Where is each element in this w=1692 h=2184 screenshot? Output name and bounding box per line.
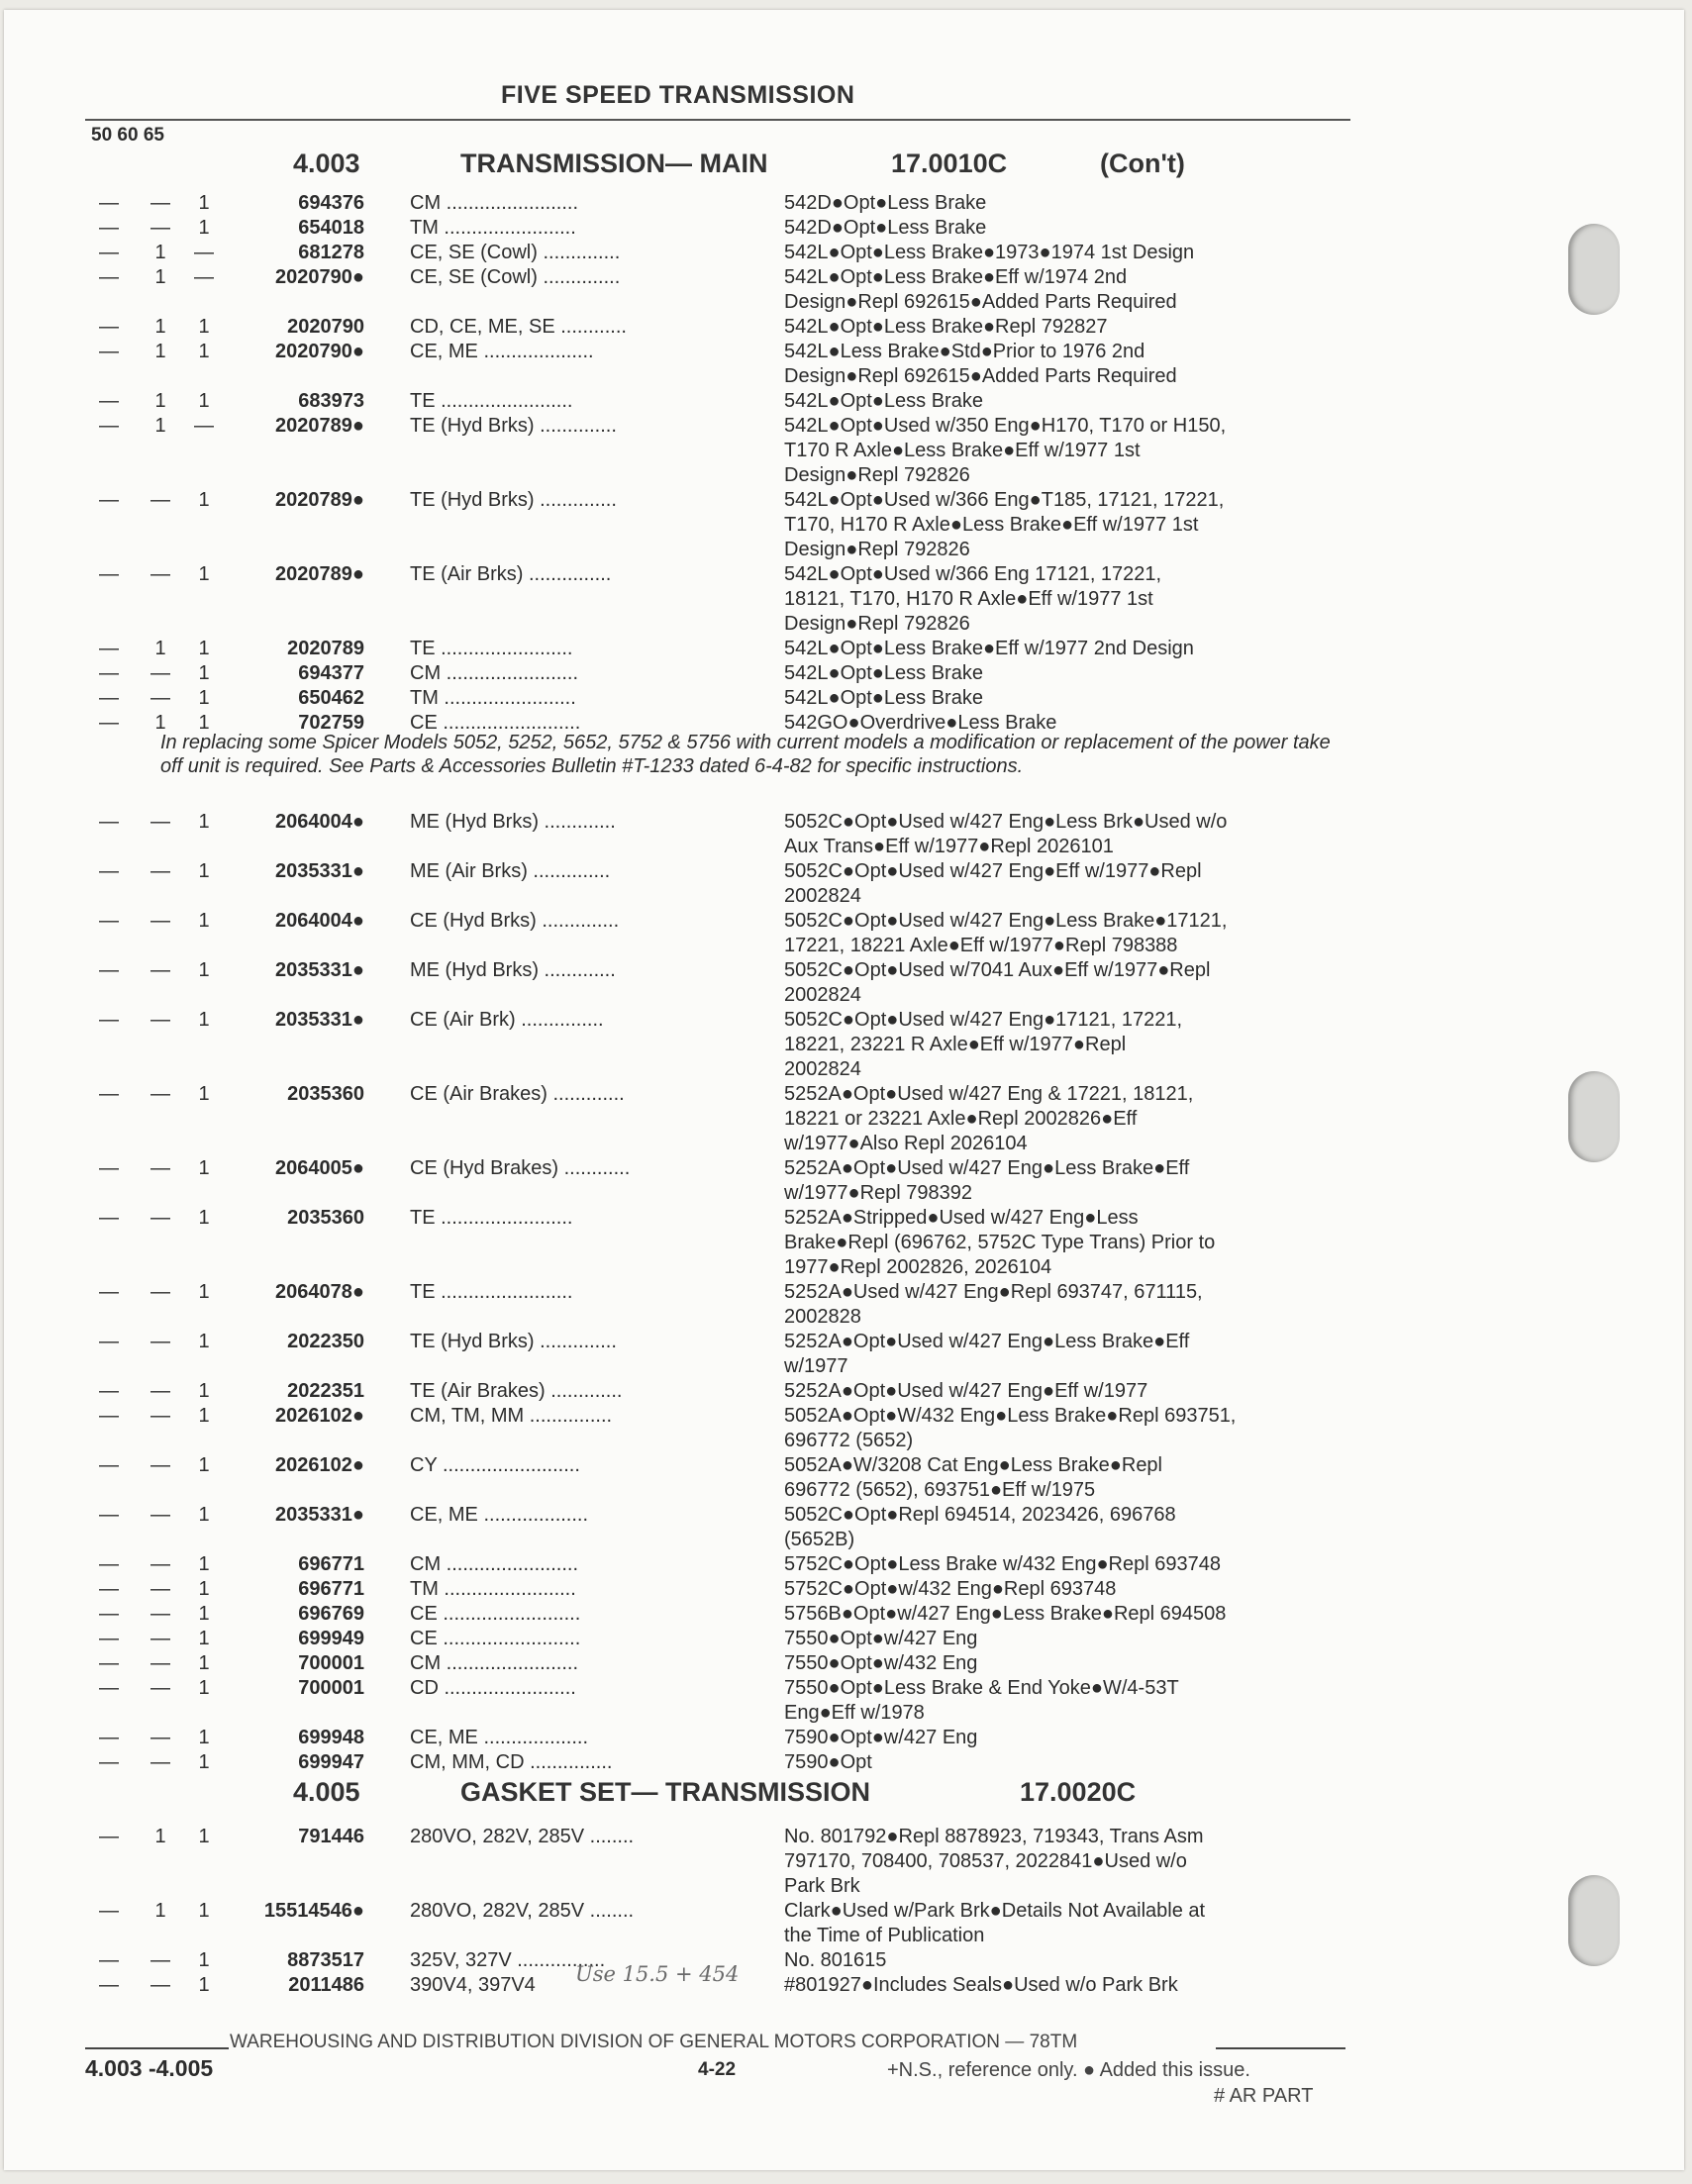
description: 542L●Opt●Less Brake●1973●1974 1st Design — [784, 242, 1195, 263]
year-60-col: — — [150, 1974, 170, 1996]
description: 5052A●Opt●W/432 Eng●Less Brake●Repl 693751, 696772 (5652) — [784, 1405, 1237, 1451]
year-60-col: — — [150, 1207, 170, 1229]
description: 542D●Opt●Less Brake — [784, 192, 987, 214]
section-code: 4.005 — [293, 1777, 360, 1807]
year-60-col: — — [150, 910, 170, 932]
footer-legend: +N.S., reference only. ● Added this issue. — [887, 2059, 1250, 2081]
description: 542L●Opt●Less Brake — [784, 390, 983, 412]
part-number: 2020789● — [275, 415, 364, 437]
description: 5252A●Opt●Used w/427 Eng & 17221, 18121, 18221 or 23221 Axle●Repl 2002826●Eff w/1977●Also Repl 2026104 — [784, 1083, 1194, 1154]
part-number: 694376 — [298, 192, 364, 214]
year-65-col: — — [194, 242, 214, 263]
year-65-col: 1 — [198, 1331, 210, 1352]
year-50-col: — — [99, 1454, 119, 1476]
part-number: 2035331● — [275, 1009, 364, 1031]
year-65-col: 1 — [198, 1281, 210, 1303]
year-60-col: — — [150, 1727, 170, 1748]
model-column: CE (Hyd Brks) .............. — [410, 910, 620, 932]
year-50-col: — — [99, 1751, 119, 1773]
year-50-col: — — [99, 1331, 119, 1352]
year-60-col: — — [150, 1603, 170, 1625]
model-column: CE ......................... — [410, 1603, 581, 1625]
year-50-col: — — [99, 662, 119, 684]
model-column: ME (Air Brks) .............. — [410, 860, 611, 882]
description: #801927●Includes Seals●Used w/o Park Brk — [784, 1974, 1178, 1996]
part-number: 696771 — [298, 1553, 364, 1575]
year-60-col: — — [150, 192, 170, 214]
model-column: CD ........................ — [410, 1677, 576, 1699]
year-60-col: — — [150, 1380, 170, 1402]
year-65-col: — — [194, 266, 214, 288]
model-column: TE (Air Brks) ............... — [410, 563, 612, 585]
year-50-col: — — [99, 910, 119, 932]
year-60-col: — — [150, 662, 170, 684]
year-50-col: — — [99, 1380, 119, 1402]
year-65-col: 1 — [198, 712, 210, 734]
description: 7550●Opt●w/432 Eng — [784, 1652, 978, 1674]
description: 5752C●Opt●Less Brake w/432 Eng●Repl 693748 — [784, 1553, 1221, 1575]
year-50-col: — — [99, 1900, 119, 1922]
model-column: TM ........................ — [410, 217, 576, 239]
year-60-col: 1 — [154, 266, 166, 288]
section-code: 4.003 — [293, 149, 360, 178]
part-number: 699948 — [298, 1727, 364, 1748]
year-65-col: 1 — [198, 959, 210, 981]
model-column: ME (Hyd Brks) ............. — [410, 811, 616, 833]
description: 5252A●Stripped●Used w/427 Eng●Less Brake●Repl (696762, 5752C Type Trans) Prior to 1977●Repl 2002826, 2026104 — [784, 1207, 1216, 1278]
part-number: 2020789 — [287, 638, 364, 659]
model-column: TM ........................ — [410, 687, 576, 709]
model-column: TE (Hyd Brks) .............. — [410, 1331, 617, 1352]
part-number: 2035360 — [287, 1083, 364, 1105]
part-number: 15514546● — [263, 1900, 364, 1922]
part-number: 2020790● — [275, 266, 364, 288]
year-65-col: — — [194, 415, 214, 437]
part-number: 700001 — [298, 1652, 364, 1674]
year-65-col: 1 — [198, 217, 210, 239]
year-65-col: 1 — [198, 1553, 210, 1575]
description: 5052C●Opt●Used w/7041 Aux●Eff w/1977●Repl 2002824 — [784, 959, 1211, 1006]
year-50-col: — — [99, 712, 119, 734]
description: 542L●Opt●Less Brake — [784, 662, 983, 684]
part-number: 696771 — [298, 1578, 364, 1600]
binder-hole — [1568, 224, 1620, 315]
year-65-col: 1 — [198, 1454, 210, 1476]
year-65-col: 1 — [198, 1083, 210, 1105]
model-column: CM ........................ — [410, 1553, 579, 1575]
year-50-col: — — [99, 1949, 119, 1971]
year-50-col: — — [99, 1405, 119, 1427]
footer-organization: WAREHOUSING AND DISTRIBUTION DIVISION OF GENERAL MOTORS CORPORATION — 78TM — [230, 2032, 1078, 2052]
year-65-col: 1 — [198, 1677, 210, 1699]
description: 5252A●Opt●Used w/427 Eng●Less Brake●Eff w/1977●Repl 798392 — [784, 1157, 1190, 1204]
model-column: TE ........................ — [410, 638, 573, 659]
year-60-col: — — [150, 959, 170, 981]
year-60-col: — — [150, 1949, 170, 1971]
year-50-col: — — [99, 415, 119, 437]
year-60-col: — — [150, 1578, 170, 1600]
year-50-col: — — [99, 242, 119, 263]
description: 542L●Opt●Used w/366 Eng 17121, 17221, 18121, T170, H170 R Axle●Eff w/1977 1st Design●Repl 792826 — [784, 563, 1162, 635]
part-number: 2035331● — [275, 860, 364, 882]
year-65-col: 1 — [198, 1826, 210, 1847]
description: 5252A●Opt●Used w/427 Eng●Less Brake●Eff w/1977 — [784, 1331, 1190, 1377]
year-50-col: — — [99, 1628, 119, 1649]
model-column: 390V4, 397V4 — [410, 1974, 536, 1996]
year-50-col: — — [99, 860, 119, 882]
year-50-col: — — [99, 687, 119, 709]
year-65-col: 1 — [198, 1157, 210, 1179]
year-60-col: 1 — [154, 415, 166, 437]
model-column: CE (Air Brk) ............... — [410, 1009, 604, 1031]
year-65-col: 1 — [198, 341, 210, 362]
year-60-col: — — [150, 489, 170, 511]
year-columns: 50 60 65 — [91, 125, 164, 146]
part-number: 654018 — [298, 217, 364, 239]
model-column: TE ........................ — [410, 390, 573, 412]
description: 542L●Opt●Less Brake●Eff w/1977 2nd Design — [784, 638, 1194, 659]
part-number: 702759 — [298, 712, 364, 734]
year-50-col: — — [99, 390, 119, 412]
year-60-col: — — [150, 860, 170, 882]
part-number: 2035360 — [287, 1207, 364, 1229]
description: 5756B●Opt●w/427 Eng●Less Brake●Repl 694508 — [784, 1603, 1227, 1625]
spicer-note: In replacing some Spicer Models 5052, 5252, 5652, 5752 & 5756 with current models a modification or replacement of the power take off unit is required. See Parts & Accessories Bulletin #T-1233 dated 6-4-82 for specific instructions. — [160, 732, 1331, 778]
year-65-col: 1 — [198, 1578, 210, 1600]
year-60-col: — — [150, 563, 170, 585]
year-60-col: 1 — [154, 316, 166, 338]
footer-section-range: 4.003 -4.005 — [85, 2055, 214, 2081]
year-50-col: — — [99, 1603, 119, 1625]
part-number: 2020790● — [275, 341, 364, 362]
year-65-col: 1 — [198, 1949, 210, 1971]
year-60-col: 1 — [154, 712, 166, 734]
model-column: CD, CE, ME, SE ............ — [410, 316, 627, 338]
description: 5052C●Opt●Used w/427 Eng●17121, 17221, 18221, 23221 R Axle●Eff w/1977●Repl 2002824 — [784, 1009, 1183, 1080]
section-name: GASKET SET— TRANSMISSION — [460, 1777, 871, 1807]
section-ref: 17.0010C — [891, 149, 1008, 178]
year-50-col: — — [99, 1009, 119, 1031]
model-column: TE (Hyd Brks) .............. — [410, 415, 617, 437]
part-number: 696769 — [298, 1603, 364, 1625]
model-column: TE ........................ — [410, 1281, 573, 1303]
part-number: 650462 — [298, 687, 364, 709]
year-65-col: 1 — [198, 910, 210, 932]
year-50-col: — — [99, 192, 119, 214]
year-65-col: 1 — [198, 1405, 210, 1427]
part-number: 700001 — [298, 1677, 364, 1699]
year-65-col: 1 — [198, 687, 210, 709]
year-60-col: — — [150, 1504, 170, 1526]
model-column: TE (Hyd Brks) .............. — [410, 489, 617, 511]
year-60-col: — — [150, 1009, 170, 1031]
model-column: CE, ME ................... — [410, 1504, 589, 1526]
year-65-col: 1 — [198, 1603, 210, 1625]
part-number: 2020789● — [275, 489, 364, 511]
year-65-col: 1 — [198, 316, 210, 338]
description: Clark●Used w/Park Brk●Details Not Available at the Time of Publication — [784, 1900, 1206, 1946]
model-column: 325V, 327V ................ — [410, 1949, 606, 1971]
description: 542L●Opt●Less Brake●Repl 792827 — [784, 316, 1108, 338]
year-60-col: 1 — [154, 341, 166, 362]
year-50-col: — — [99, 1504, 119, 1526]
description: 7590●Opt●w/427 Eng — [784, 1727, 978, 1748]
year-60-col: 1 — [154, 390, 166, 412]
part-number: 2026102● — [275, 1454, 364, 1476]
year-50-col: — — [99, 959, 119, 981]
year-60-col: — — [150, 1628, 170, 1649]
model-column: CE (Hyd Brakes) ............ — [410, 1157, 631, 1179]
year-60-col: — — [150, 1553, 170, 1575]
description: 5052C●Opt●Used w/427 Eng●Less Brk●Used w/o Aux Trans●Eff w/1977●Repl 2026101 — [784, 811, 1228, 857]
part-number: 694377 — [298, 662, 364, 684]
part-number: 2020789● — [275, 563, 364, 585]
year-60-col: — — [150, 1652, 170, 1674]
year-60-col: 1 — [154, 242, 166, 263]
description: 542GO●Overdrive●Less Brake — [784, 712, 1057, 734]
year-65-col: 1 — [198, 638, 210, 659]
handwritten-annotation: Use 15.5 + 454 — [575, 1962, 740, 1986]
model-column: CM, TM, MM ............... — [410, 1405, 613, 1427]
year-50-col: — — [99, 316, 119, 338]
year-50-col: — — [99, 266, 119, 288]
year-60-col: — — [150, 687, 170, 709]
year-50-col: — — [99, 341, 119, 362]
year-50-col: — — [99, 1281, 119, 1303]
part-number: 2035331● — [275, 1504, 364, 1526]
year-50-col: — — [99, 1578, 119, 1600]
year-50-col: — — [99, 1826, 119, 1847]
binder-hole — [1568, 1071, 1620, 1162]
description: 5752C●Opt●w/432 Eng●Repl 693748 — [784, 1578, 1117, 1600]
part-number: 2020790 — [287, 316, 364, 338]
description: 5052C●Opt●Used w/427 Eng●Eff w/1977●Repl 2002824 — [784, 860, 1202, 907]
year-60-col: — — [150, 1454, 170, 1476]
year-60-col: — — [150, 1157, 170, 1179]
part-number: 2011486 — [288, 1974, 364, 1996]
year-50-col: — — [99, 1974, 119, 1996]
part-number: 699947 — [298, 1751, 364, 1773]
year-60-col: — — [150, 1405, 170, 1427]
part-number: 699949 — [298, 1628, 364, 1649]
description: 5252A●Opt●Used w/427 Eng●Eff w/1977 — [784, 1380, 1148, 1402]
description: 5052C●Opt●Used w/427 Eng●Less Brake●17121, 17221, 18221 Axle●Eff w/1977●Repl 798388 — [784, 910, 1228, 956]
part-number: 791446 — [298, 1826, 364, 1847]
year-50-col: — — [99, 1553, 119, 1575]
year-65-col: 1 — [198, 489, 210, 511]
part-number: 683973 — [298, 390, 364, 412]
year-50-col: — — [99, 1727, 119, 1748]
year-65-col: 1 — [198, 1751, 210, 1773]
model-column: CE, ME ................... — [410, 1727, 589, 1748]
binder-hole — [1568, 1875, 1620, 1966]
year-65-col: 1 — [198, 563, 210, 585]
description: No. 801792●Repl 8878923, 719343, Trans Asm 797170, 708400, 708537, 2022841●Used w/o Park Brk — [784, 1826, 1204, 1897]
section-continued: (Con't) — [1100, 149, 1185, 178]
year-50-col: — — [99, 1083, 119, 1105]
year-65-col: 1 — [198, 811, 210, 833]
part-number: 681278 — [298, 242, 364, 263]
year-50-col: — — [99, 217, 119, 239]
year-60-col: — — [150, 811, 170, 833]
model-column: CM ........................ — [410, 662, 579, 684]
part-number: 2064004● — [275, 811, 364, 833]
part-number: 2035331● — [275, 959, 364, 981]
model-column: 280VO, 282V, 285V ........ — [410, 1826, 635, 1847]
year-50-col: — — [99, 563, 119, 585]
model-column: CE ......................... — [410, 712, 581, 734]
year-65-col: 1 — [198, 192, 210, 214]
year-60-col: — — [150, 1083, 170, 1105]
model-column: TM ........................ — [410, 1578, 576, 1600]
description: 7590●Opt — [784, 1751, 872, 1773]
year-65-col: 1 — [198, 1727, 210, 1748]
part-number: 2064005● — [275, 1157, 364, 1179]
year-50-col: — — [99, 1677, 119, 1699]
year-50-col: — — [99, 1207, 119, 1229]
footer-rule — [85, 2047, 229, 2049]
description: 5052C●Opt●Repl 694514, 2023426, 696768 (5652B) — [784, 1504, 1176, 1550]
model-column: ME (Hyd Brks) ............. — [410, 959, 616, 981]
year-50-col: — — [99, 1652, 119, 1674]
year-65-col: 1 — [198, 1207, 210, 1229]
part-number: 2026102● — [275, 1405, 364, 1427]
year-65-col: 1 — [198, 1504, 210, 1526]
description: 5052A●W/3208 Cat Eng●Less Brake●Repl 696772 (5652), 693751●Eff w/1975 — [784, 1454, 1163, 1501]
model-column: CE, SE (Cowl) .............. — [410, 242, 621, 263]
year-65-col: 1 — [198, 1974, 210, 1996]
year-65-col: 1 — [198, 1652, 210, 1674]
year-50-col: — — [99, 489, 119, 511]
year-60-col: 1 — [154, 638, 166, 659]
section-ref: 17.0020C — [1020, 1777, 1137, 1807]
model-column: CE, SE (Cowl) .............. — [410, 266, 621, 288]
part-number: 2064004● — [275, 910, 364, 932]
model-column: CM ........................ — [410, 192, 579, 214]
footer-rule — [1216, 2047, 1345, 2049]
model-column: CM ........................ — [410, 1652, 579, 1674]
year-60-col: — — [150, 217, 170, 239]
model-column: CE, ME .................... — [410, 341, 594, 362]
model-column: TE ........................ — [410, 1207, 573, 1229]
description: 7550●Opt●Less Brake & End Yoke●W/4-53T Eng●Eff w/1978 — [784, 1677, 1179, 1724]
model-column: CY ......................... — [410, 1454, 580, 1476]
year-60-col: — — [150, 1751, 170, 1773]
section-name: TRANSMISSION— MAIN — [460, 149, 768, 178]
year-65-col: 1 — [198, 662, 210, 684]
footer-ar-part: # AR PART — [1214, 2085, 1314, 2107]
part-number: 2064078● — [275, 1281, 364, 1303]
model-column: CE (Air Brakes) ............. — [410, 1083, 625, 1105]
year-65-col: 1 — [198, 1628, 210, 1649]
year-65-col: 1 — [198, 1380, 210, 1402]
description: 542L●Opt●Used w/366 Eng●T185, 17121, 17221, T170, H170 R Axle●Less Brake●Eff w/1977 1st Design●Repl 792826 — [784, 489, 1225, 560]
year-60-col: — — [150, 1677, 170, 1699]
year-50-col: — — [99, 1157, 119, 1179]
description: 542L●Opt●Less Brake●Eff w/1974 2nd Design●Repl 692615●Added Parts Required — [784, 266, 1177, 313]
year-60-col: — — [150, 1281, 170, 1303]
year-60-col: 1 — [154, 1826, 166, 1847]
description: 542L●Less Brake●Std●Prior to 1976 2nd Design●Repl 692615●Added Parts Required — [784, 341, 1177, 387]
part-number: 8873517 — [287, 1949, 364, 1971]
year-65-col: 1 — [198, 390, 210, 412]
description: 542D●Opt●Less Brake — [784, 217, 987, 239]
model-column: CM, MM, CD ............... — [410, 1751, 613, 1773]
header-rule — [85, 119, 1350, 121]
description: 7550●Opt●w/427 Eng — [784, 1628, 978, 1649]
model-column: 280VO, 282V, 285V ........ — [410, 1900, 635, 1922]
description: 542L●Opt●Less Brake — [784, 687, 983, 709]
description: 5252A●Used w/427 Eng●Repl 693747, 671115, 2002828 — [784, 1281, 1203, 1328]
model-column: CE ......................... — [410, 1628, 581, 1649]
year-65-col: 1 — [198, 860, 210, 882]
page-title: FIVE SPEED TRANSMISSION — [501, 81, 855, 109]
description: No. 801615 — [784, 1949, 887, 1971]
part-number: 2022351 — [287, 1380, 364, 1402]
year-60-col: — — [150, 1331, 170, 1352]
page-number: 4-22 — [698, 2059, 737, 2080]
model-column: TE (Air Brakes) ............. — [410, 1380, 623, 1402]
year-50-col: — — [99, 638, 119, 659]
year-65-col: 1 — [198, 1009, 210, 1031]
year-50-col: — — [99, 811, 119, 833]
description: 542L●Opt●Used w/350 Eng●H170, T170 or H150, T170 R Axle●Less Brake●Eff w/1977 1st Design●Repl 792826 — [784, 415, 1227, 486]
part-number: 2022350 — [287, 1331, 364, 1352]
year-65-col: 1 — [198, 1900, 210, 1922]
year-60-col: 1 — [154, 1900, 166, 1922]
